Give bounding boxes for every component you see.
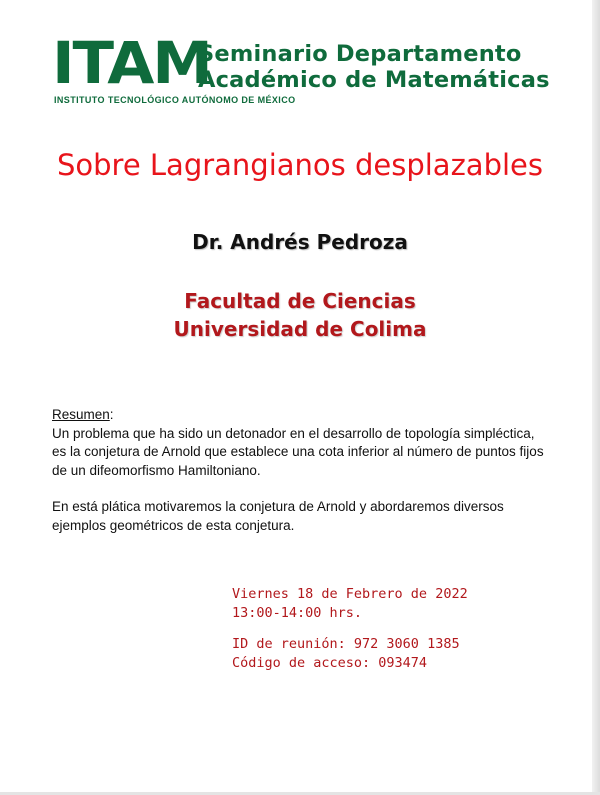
seminar-title bbox=[198, 41, 550, 93]
event-date: Viernes 18 de Febrero de 2022 bbox=[232, 586, 468, 602]
abstract-heading: Resumen bbox=[52, 407, 110, 422]
speaker-affiliation bbox=[0, 287, 600, 343]
speaker-name: Dr. Andrés Pedroza bbox=[192, 230, 408, 254]
affiliation-line2: Universidad de Colima bbox=[173, 317, 427, 341]
abstract-paragraph-1: Un problema que ha sido un detonador en el desarrollo de topología simpléctica, es la conjetura de Arnold que establece una cota inferior al número de puntos fijos de un difeomorfismo Hamiltoniano. bbox=[52, 425, 544, 478]
event-details bbox=[232, 585, 468, 673]
abstract-heading-row bbox=[52, 406, 552, 425]
seminar-title-line1: Seminario Departamento bbox=[198, 41, 522, 67]
institute-name: INSTITUTO TECNOLÓGICO AUTÓNOMO DE MÉXICO bbox=[54, 95, 296, 105]
meeting-id: ID de reunión: 972 3060 1385 bbox=[232, 636, 460, 652]
seminar-title-line2: Académico de Matemáticas bbox=[198, 67, 550, 93]
event-time: 13:00-14:00 hrs. bbox=[232, 605, 363, 621]
abstract-paragraph-2: En está plática motivaremos la conjetura de Arnold y abordaremos diversos ejemplos geométricos de esta conjetura. bbox=[52, 499, 504, 533]
abstract-heading-colon: : bbox=[109, 407, 114, 422]
abstract bbox=[52, 406, 552, 535]
page-edge bbox=[592, 0, 600, 795]
talk-title: Sobre Lagrangianos desplazables bbox=[56, 148, 543, 182]
access-code: Código de acceso: 093474 bbox=[232, 655, 428, 671]
itam-logo: ITAM bbox=[52, 29, 211, 97]
event-spacer bbox=[232, 623, 468, 635]
affiliation-line1: Facultad de Ciencias bbox=[184, 289, 416, 313]
